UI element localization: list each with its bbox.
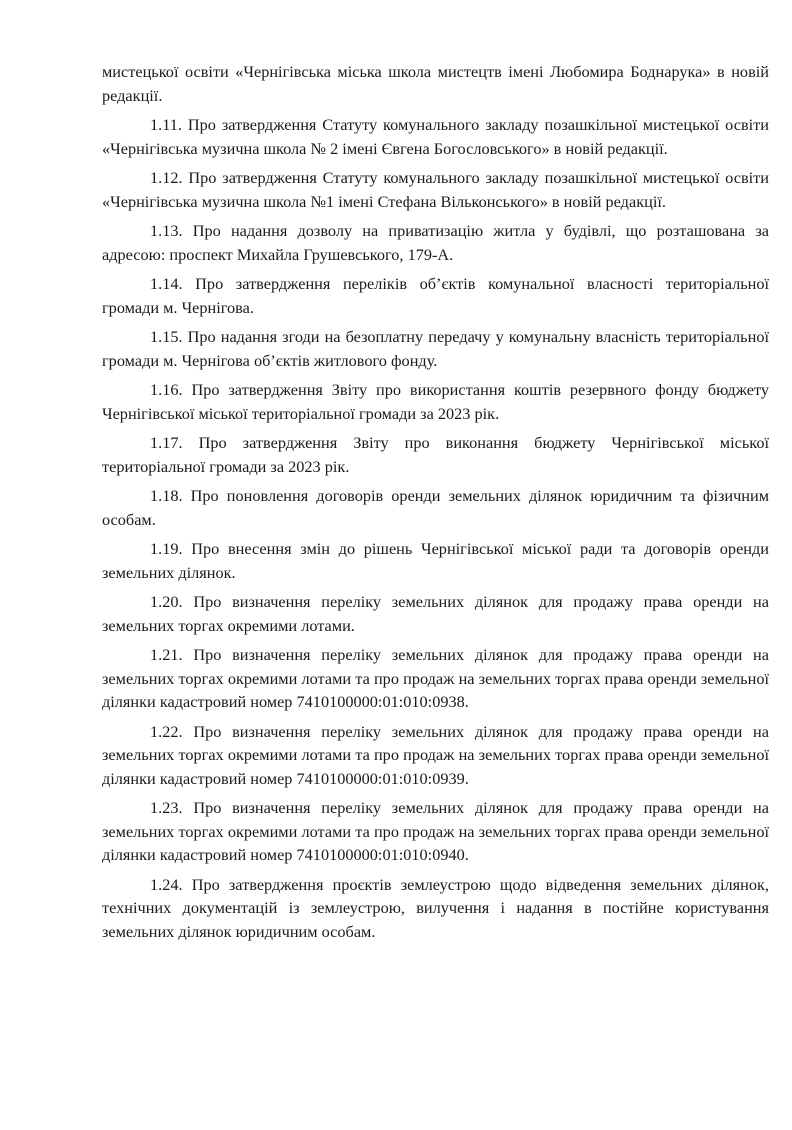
item-text: Про надання дозволу на приватизацію житла у будівлі, що розташована за адресою: проспект Михайла Грушевського, 179-А. — [102, 221, 769, 264]
item-number: 1.24. — [150, 874, 183, 894]
agenda-item-1-11 — [102, 113, 769, 160]
agenda-item-1-22 — [102, 720, 769, 791]
item-text: Про визначення переліку земельних ділянок для продажу права оренди на земельних торгах окремими лотами та про продаж на земельних торгах права оренди земельної ділянки кадастровий номер 7410100000:01:010:0939. — [102, 721, 769, 788]
agenda-item-1-12 — [102, 166, 769, 213]
agenda-item-1-13 — [102, 219, 769, 266]
item-text: Про визначення переліку земельних ділянок для продажу права оренди на земельних торгах окремими лотами та про продаж на земельних торгах права оренди земельної ділянки кадастровий номер 7410100000:01:010:0940. — [102, 798, 769, 864]
item-text: Про затвердження Звіту про виконання бюджету Чернігівської міської територіальної громади за 2023 рік. — [102, 433, 769, 476]
agenda-item-1-24 — [102, 873, 769, 944]
item-number: 1.23. — [150, 798, 183, 817]
paragraph-text: мистецької освіти «Чернігівська міська школа мистецтв імені Любомира Боднарука» в новій редакції. — [102, 62, 769, 105]
item-text: Про визначення переліку земельних ділянок для продажу права оренди на земельних торгах окремими лотами та про продаж на земельних торгах права оренди земельної ділянки кадастровий номер 7410100000:01:010:0938. — [102, 645, 769, 711]
item-number: 1.11. — [150, 115, 182, 134]
item-number: 1.20. — [150, 592, 183, 611]
item-text: Про затвердження Статуту комунального закладу позашкільної мистецької освіти «Чернігівська музична школа № 2 імені Євгена Богословського» в новій редакції. — [102, 115, 769, 158]
item-number: 1.21. — [150, 645, 183, 664]
agenda-item-1-19 — [102, 537, 769, 584]
agenda-item-1-16 — [102, 378, 769, 425]
paragraph-continuation — [102, 60, 769, 107]
item-text: Про поновлення договорів оренди земельних ділянок юридичним та фізичним особам. — [102, 486, 770, 529]
item-text: Про надання згоди на безоплатну передачу у комунальну власність територіальної громади м. Чернігова об’єктів житлового фонду. — [102, 327, 769, 370]
item-number: 1.17. — [150, 433, 183, 452]
agenda-item-1-15 — [102, 325, 769, 372]
agenda-item-1-23 — [102, 796, 769, 867]
item-text: Про затвердження Звіту про використання коштів резервного фонду бюджету Чернігівської міської територіальної громади за 2023 рік. — [102, 380, 769, 423]
item-text: Про визначення переліку земельних ділянок для продажу права оренди на земельних торгах окремими лотами. — [102, 592, 769, 635]
item-text: Про затвердження проєктів землеустрою щодо відведення земельних ділянок, технічних документацій із землеустрою, вилучення і надання в постійне користування земельних ділянок юридичним особам. — [102, 874, 769, 941]
item-number: 1.19. — [150, 539, 183, 558]
item-text: Про внесення змін до рішень Чернігівської міської ради та договорів оренди земельних ділянок. — [102, 539, 770, 582]
item-number: 1.22. — [150, 721, 183, 741]
item-text: Про затвердження переліків об’єктів комунальної власності територіальної громади м. Чернігова. — [102, 274, 770, 317]
agenda-item-1-20 — [102, 590, 769, 637]
agenda-item-1-17 — [102, 431, 769, 478]
item-number: 1.13. — [150, 221, 183, 240]
item-text: Про затвердження Статуту комунального закладу позашкільної мистецької освіти «Чернігівська музична школа №1 імені Стефана Вільконського» в новій редакції. — [102, 168, 769, 211]
item-number: 1.15. — [150, 327, 183, 346]
item-number: 1.16. — [150, 380, 183, 399]
agenda-item-1-21 — [102, 643, 769, 714]
item-number: 1.18. — [150, 486, 183, 505]
item-number: 1.12. — [150, 168, 183, 187]
agenda-item-1-18 — [102, 484, 769, 531]
item-number: 1.14. — [150, 274, 183, 293]
agenda-item-1-14 — [102, 272, 769, 319]
